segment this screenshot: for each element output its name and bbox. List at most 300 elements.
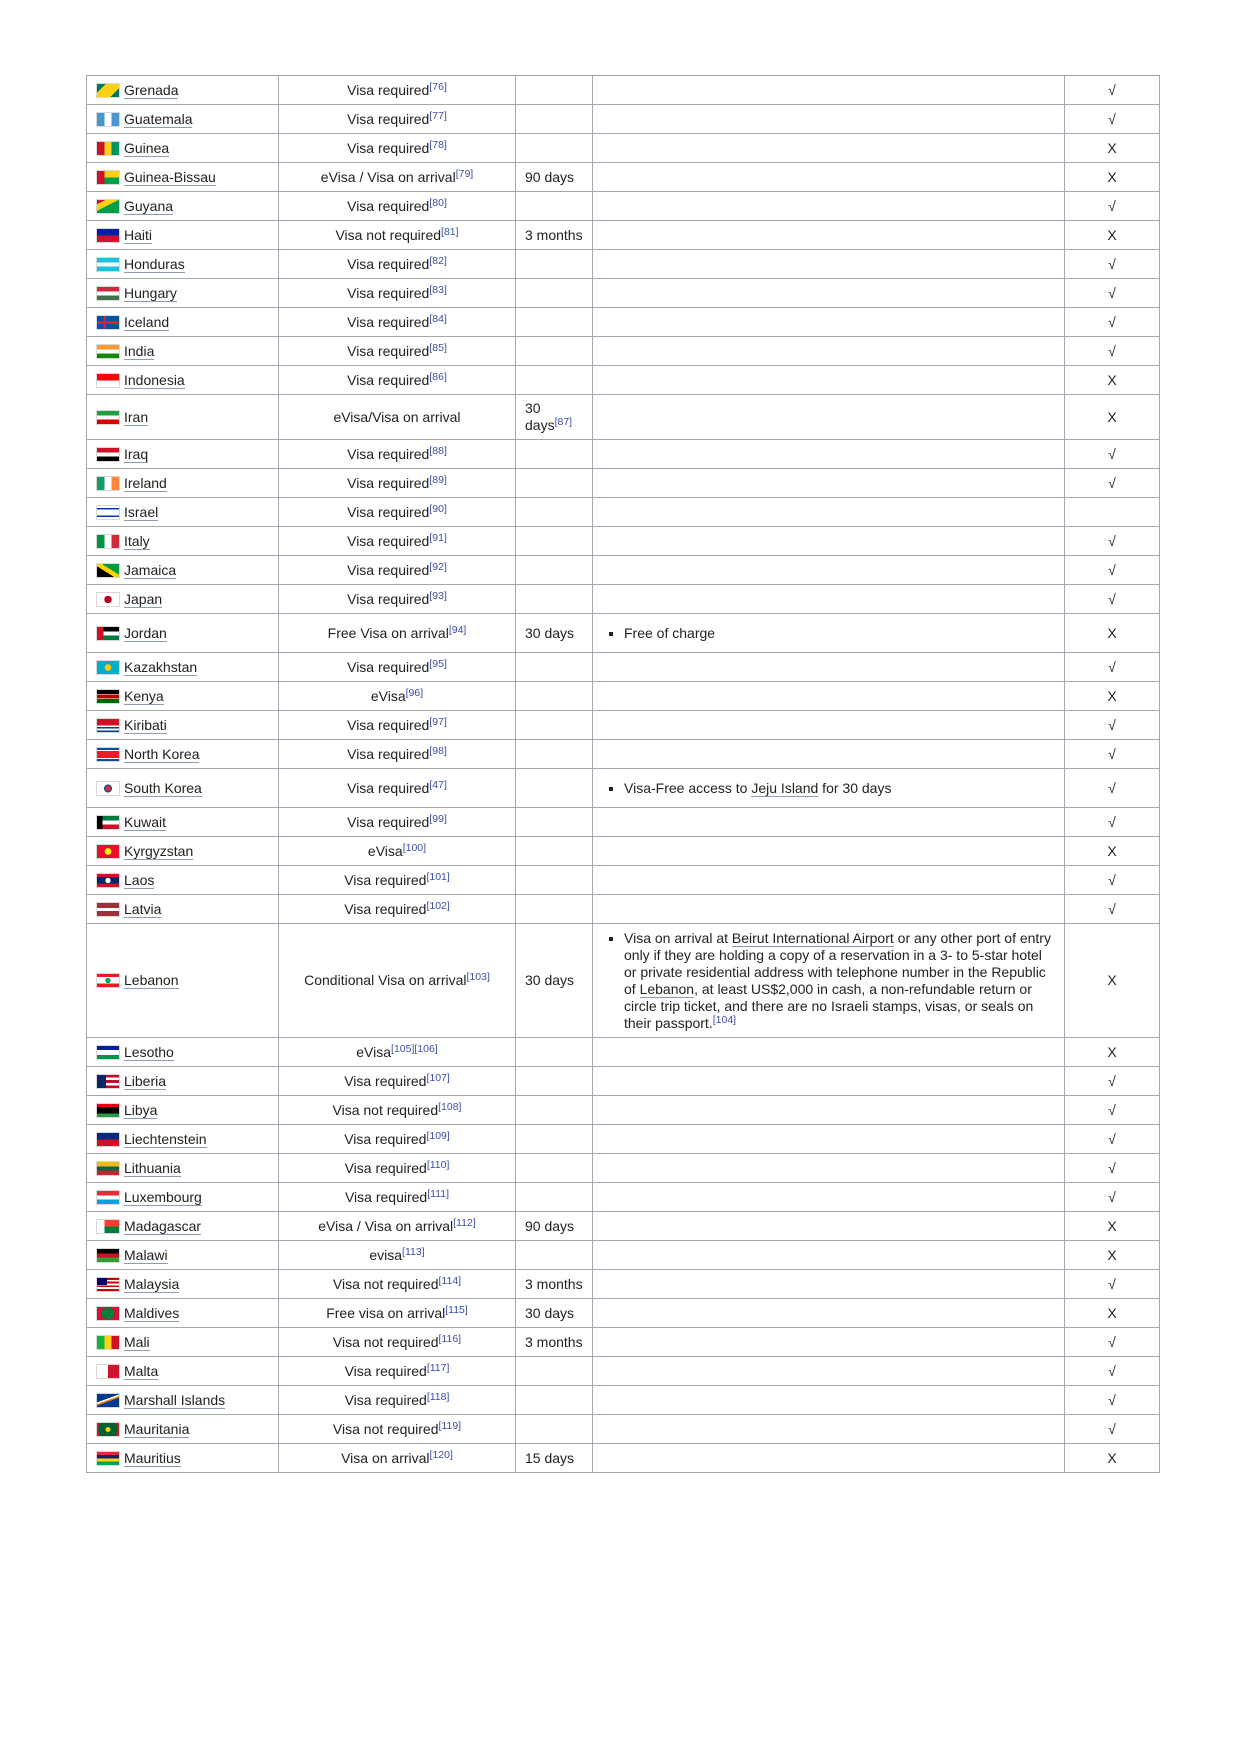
table-row — [87, 279, 1160, 308]
flag-icon — [96, 344, 120, 359]
mark-cell — [1065, 740, 1160, 769]
stay-cell — [516, 1038, 593, 1067]
country-cell — [87, 711, 279, 740]
country-link[interactable]: Lesotho — [124, 1043, 174, 1060]
reference-link[interactable]: [84] — [429, 312, 447, 325]
flag-icon — [96, 1306, 120, 1321]
notes-cell — [593, 585, 1065, 614]
country-cell — [87, 769, 279, 808]
mark-cell — [1065, 395, 1160, 440]
reference-link[interactable]: [117] — [426, 1361, 450, 1374]
requirement-text: Visa required — [347, 284, 430, 301]
mark-cell — [1065, 76, 1160, 105]
mark-cell — [1065, 711, 1160, 740]
flag-icon — [96, 286, 120, 301]
note-text: Visa-Free access to — [624, 779, 752, 796]
status-mark: √ — [1108, 255, 1116, 272]
reference-link[interactable]: [100] — [402, 841, 427, 854]
mark-cell — [1065, 653, 1160, 682]
reference-link[interactable]: [93] — [429, 589, 447, 602]
country-cell — [87, 366, 279, 395]
table-row — [87, 163, 1160, 192]
country-link[interactable]: Indonesia — [124, 371, 185, 388]
reference-link[interactable]: [114] — [438, 1274, 462, 1287]
table-row — [87, 556, 1160, 585]
notes-cell — [593, 337, 1065, 366]
stay-text: 30 days — [525, 624, 575, 641]
table-row — [87, 308, 1160, 337]
reference-link[interactable]: [105][106] — [391, 1042, 438, 1055]
requirement-cell — [279, 337, 516, 366]
country-link[interactable]: Maldives — [124, 1304, 180, 1321]
requirement-text: Visa required — [347, 474, 430, 491]
mark-cell — [1065, 192, 1160, 221]
reference-link[interactable]: [82] — [429, 254, 447, 267]
reference-link[interactable]: [81] — [441, 225, 459, 238]
table-row — [87, 866, 1160, 895]
mark-cell — [1065, 682, 1160, 711]
country-link[interactable]: Hungary — [124, 284, 177, 301]
reference-link[interactable]: [116] — [438, 1332, 462, 1345]
notes-cell — [593, 1096, 1065, 1125]
requirement-text: Visa required — [347, 342, 430, 359]
reference-link[interactable]: [83] — [429, 283, 447, 296]
stay-cell — [516, 837, 593, 866]
mark-cell — [1065, 105, 1160, 134]
status-mark: √ — [1108, 900, 1116, 917]
reference-link[interactable]: [90] — [429, 502, 447, 515]
flag-icon — [96, 1161, 120, 1176]
table-row — [87, 711, 1160, 740]
reference-link[interactable]: [99] — [429, 812, 447, 825]
notes-cell — [593, 614, 1065, 653]
reference-link[interactable]: [107] — [426, 1071, 450, 1084]
mark-cell — [1065, 366, 1160, 395]
country-cell — [87, 682, 279, 711]
country-cell — [87, 895, 279, 924]
flag-icon — [96, 410, 120, 425]
stay-cell — [516, 1357, 593, 1386]
country-link[interactable]: Guinea-Bissau — [124, 168, 216, 185]
country-cell — [87, 279, 279, 308]
flag-icon — [96, 1190, 120, 1205]
reference-link[interactable]: [98] — [429, 744, 447, 757]
table-row — [87, 1096, 1160, 1125]
requirement-text: Conditional Visa on arrival — [304, 972, 467, 988]
table-row — [87, 76, 1160, 105]
country-link[interactable]: Guinea — [124, 139, 170, 156]
mark-cell — [1065, 250, 1160, 279]
country-link[interactable]: Marshall Islands — [124, 1391, 226, 1408]
country-link[interactable]: Italy — [124, 532, 150, 549]
reference-link[interactable]: [86] — [429, 370, 447, 383]
requirement-cell — [279, 1096, 516, 1125]
requirement-text: Visa required — [347, 532, 430, 549]
country-link[interactable]: Guatemala — [124, 110, 193, 127]
table-row — [87, 1386, 1160, 1415]
requirement-text: Visa required — [347, 779, 430, 796]
table-row — [87, 740, 1160, 769]
table-row — [87, 1067, 1160, 1096]
table-row — [87, 614, 1160, 653]
reference-link[interactable]: [76] — [429, 80, 447, 93]
requirement-cell — [279, 1386, 516, 1415]
stay-text: 30 days — [525, 972, 575, 988]
stay-text: 3 months — [525, 1333, 583, 1350]
stay-text: 15 days — [525, 1449, 575, 1466]
country-link[interactable]: Luxembourg — [124, 1188, 202, 1205]
note-text: Visa on arrival at — [624, 929, 732, 946]
notes-cell — [593, 740, 1065, 769]
mark-cell — [1065, 837, 1160, 866]
country-cell — [87, 924, 279, 1038]
mark-cell — [1065, 1328, 1160, 1357]
stay-cell — [516, 1067, 593, 1096]
requirement-text: Visa required — [347, 658, 430, 675]
status-mark: X — [1107, 168, 1117, 185]
table-row — [87, 469, 1160, 498]
country-link[interactable]: Grenada — [124, 81, 179, 98]
requirement-cell — [279, 134, 516, 163]
country-cell — [87, 1038, 279, 1067]
notes-cell — [593, 1183, 1065, 1212]
requirement-cell — [279, 866, 516, 895]
country-link[interactable]: Kiribati — [124, 716, 167, 733]
country-link[interactable]: Malta — [124, 1362, 159, 1379]
requirement-cell — [279, 740, 516, 769]
table-row — [87, 366, 1160, 395]
country-cell — [87, 221, 279, 250]
country-link[interactable]: Ireland — [124, 474, 167, 491]
country-cell — [87, 134, 279, 163]
reference-link[interactable]: [108] — [438, 1100, 462, 1113]
reference-link[interactable]: [119] — [438, 1419, 462, 1432]
mark-cell — [1065, 556, 1160, 585]
requirement-text: Visa required — [344, 900, 427, 917]
stay-cell — [516, 366, 593, 395]
reference-link[interactable]: [80] — [429, 196, 447, 209]
requirement-cell — [279, 1067, 516, 1096]
flag-icon — [96, 592, 120, 607]
reference-link[interactable]: [112] — [453, 1216, 476, 1229]
country-link[interactable]: Madagascar — [124, 1217, 202, 1234]
reference-link[interactable]: [113] — [402, 1245, 425, 1258]
requirement-cell — [279, 1038, 516, 1067]
requirement-text: Visa required — [347, 745, 430, 762]
requirement-text: Visa required — [344, 871, 427, 888]
stay-cell — [516, 1328, 593, 1357]
country-link[interactable]: Lithuania — [124, 1159, 181, 1176]
flag-icon — [96, 1364, 120, 1379]
mark-cell — [1065, 1038, 1160, 1067]
notes-cell — [593, 1386, 1065, 1415]
notes-cell — [593, 866, 1065, 895]
country-cell — [87, 614, 279, 653]
reference-link[interactable]: [79] — [455, 167, 474, 180]
requirement-cell — [279, 366, 516, 395]
status-mark: √ — [1108, 342, 1116, 359]
status-mark: √ — [1108, 1420, 1116, 1437]
reference-link[interactable]: [92] — [429, 560, 447, 573]
requirement-text: eVisa — [367, 842, 403, 859]
flag-icon — [96, 83, 120, 98]
country-link[interactable]: Iceland — [124, 313, 170, 330]
reference-link[interactable]: [104] — [712, 1013, 737, 1026]
requirement-cell — [279, 711, 516, 740]
status-mark: X — [1107, 1246, 1117, 1263]
reference-link[interactable]: [115] — [445, 1303, 468, 1316]
reference-link[interactable]: [103] — [466, 971, 490, 983]
stay-cell — [516, 1386, 593, 1415]
country-cell — [87, 1241, 279, 1270]
requirement-cell — [279, 308, 516, 337]
country-link[interactable]: Laos — [124, 871, 155, 888]
stay-cell — [516, 769, 593, 808]
country-link[interactable]: Latvia — [124, 900, 162, 917]
note-text: Free of charge — [624, 624, 716, 641]
flag-icon — [96, 660, 120, 675]
notes-cell — [593, 134, 1065, 163]
status-mark: X — [1107, 972, 1117, 988]
status-mark: √ — [1108, 1362, 1116, 1379]
reference-link[interactable]: [88] — [429, 444, 447, 457]
country-link[interactable]: Liechtenstein — [124, 1130, 207, 1147]
reference-link[interactable]: [91] — [429, 531, 447, 544]
country-link[interactable]: Iran — [124, 408, 149, 425]
notes-cell — [593, 76, 1065, 105]
requirement-text: eVisa — [356, 1043, 392, 1060]
table-row — [87, 192, 1160, 221]
flag-icon — [96, 476, 120, 491]
table-row — [87, 395, 1160, 440]
stay-cell — [516, 308, 593, 337]
reference-link[interactable]: [111] — [427, 1187, 450, 1200]
reference-link[interactable]: [97] — [429, 715, 447, 728]
requirement-cell — [279, 614, 516, 653]
status-mark: √ — [1108, 1275, 1116, 1292]
requirement-cell — [279, 395, 516, 440]
requirement-cell — [279, 105, 516, 134]
reference-link[interactable]: [94] — [448, 623, 467, 636]
country-link[interactable]: Mali — [124, 1333, 150, 1350]
notes-cell — [593, 221, 1065, 250]
notes-cell — [593, 1125, 1065, 1154]
requirement-text: Visa required — [344, 1362, 427, 1379]
country-link[interactable]: Kazakhstan — [124, 658, 198, 675]
reference-link[interactable]: [120] — [429, 1448, 453, 1461]
notes-cell — [593, 1154, 1065, 1183]
country-cell — [87, 1096, 279, 1125]
requirement-text: Visa required — [344, 1130, 427, 1147]
country-cell — [87, 1183, 279, 1212]
flag-icon — [96, 973, 120, 988]
requirement-cell — [279, 163, 516, 192]
country-link[interactable]: Malaysia — [124, 1275, 180, 1292]
notes-list — [602, 625, 1055, 642]
stay-cell — [516, 337, 593, 366]
country-link[interactable]: Mauritania — [124, 1420, 190, 1437]
flag-icon — [96, 747, 120, 762]
flag-icon — [96, 815, 120, 830]
reference-link[interactable]: [47] — [429, 778, 447, 791]
country-link[interactable]: Mauritius — [124, 1449, 181, 1466]
table-row — [87, 808, 1160, 837]
requirement-cell — [279, 924, 516, 1038]
requirement-text: Visa required — [347, 503, 430, 520]
notes-cell — [593, 1270, 1065, 1299]
country-cell — [87, 163, 279, 192]
notes-cell — [593, 395, 1065, 440]
country-cell — [87, 105, 279, 134]
country-link[interactable]: Kuwait — [124, 813, 167, 830]
stay-cell — [516, 895, 593, 924]
requirement-text: Visa required — [347, 445, 430, 462]
flag-icon — [96, 1045, 120, 1060]
country-cell — [87, 1357, 279, 1386]
mark-cell — [1065, 1212, 1160, 1241]
stay-cell — [516, 808, 593, 837]
notes-cell — [593, 440, 1065, 469]
stay-cell — [516, 866, 593, 895]
table-body — [87, 76, 1160, 1473]
requirement-text: Visa required — [344, 1188, 428, 1205]
flag-icon — [96, 563, 120, 578]
reference-link[interactable]: [77] — [429, 109, 447, 122]
note-link[interactable]: Lebanon — [639, 980, 695, 997]
notes-cell — [593, 192, 1065, 221]
status-mark: √ — [1108, 110, 1116, 127]
requirement-cell — [279, 585, 516, 614]
stay-cell — [516, 163, 593, 192]
country-link[interactable]: Honduras — [124, 255, 185, 272]
status-mark: √ — [1108, 813, 1116, 830]
status-mark: X — [1107, 1043, 1117, 1060]
stay-cell — [516, 192, 593, 221]
country-cell — [87, 192, 279, 221]
requirement-text: eVisa/Visa on arrival — [333, 408, 461, 425]
mark-cell — [1065, 866, 1160, 895]
status-mark: X — [1107, 226, 1117, 243]
mark-cell — [1065, 440, 1160, 469]
notes-list — [602, 930, 1055, 1032]
stay-cell — [516, 556, 593, 585]
country-link[interactable]: Guyana — [124, 197, 174, 214]
table-row — [87, 250, 1160, 279]
country-link[interactable]: Iraq — [124, 445, 149, 462]
mark-cell — [1065, 1096, 1160, 1125]
country-link[interactable]: Kenya — [124, 687, 164, 704]
reference-link[interactable]: [109] — [426, 1129, 450, 1142]
reference-link[interactable]: [87] — [554, 416, 573, 428]
flag-icon — [96, 505, 120, 520]
notes-cell — [593, 682, 1065, 711]
requirement-cell — [279, 1125, 516, 1154]
flag-icon — [96, 447, 120, 462]
reference-link[interactable]: [85] — [429, 341, 447, 354]
reference-link[interactable]: [89] — [429, 473, 447, 486]
reference-link[interactable]: [110] — [426, 1158, 450, 1171]
table-row — [87, 1415, 1160, 1444]
mark-cell — [1065, 1415, 1160, 1444]
reference-link[interactable]: [78] — [429, 138, 447, 151]
requirement-text: Visa not required — [332, 1420, 439, 1437]
requirement-text: eVisa / Visa on arrival — [320, 168, 456, 185]
status-mark: X — [1107, 139, 1117, 156]
requirement-text: Visa required — [347, 255, 430, 272]
country-link[interactable]: Israel — [124, 503, 159, 520]
country-cell — [87, 1212, 279, 1241]
reference-link[interactable]: [95] — [429, 657, 447, 670]
stay-cell — [516, 469, 593, 498]
requirement-text: Visa not required — [332, 1333, 439, 1350]
country-cell — [87, 585, 279, 614]
country-cell — [87, 469, 279, 498]
country-link[interactable]: Haiti — [124, 226, 153, 243]
mark-cell — [1065, 769, 1160, 808]
table-row — [87, 1328, 1160, 1357]
status-mark: √ — [1108, 779, 1116, 796]
stay-cell — [516, 1212, 593, 1241]
status-mark: X — [1107, 687, 1117, 704]
reference-link[interactable]: [96] — [405, 686, 424, 699]
requirement-text: Visa required — [344, 1159, 427, 1176]
note-link[interactable]: Jeju Island — [751, 779, 819, 796]
requirement-cell — [279, 769, 516, 808]
requirement-text: Visa required — [347, 371, 430, 388]
reference-link[interactable]: [118] — [426, 1390, 450, 1403]
status-mark: X — [1107, 408, 1117, 425]
table-row — [87, 924, 1160, 1038]
country-link[interactable]: Lebanon — [124, 972, 179, 988]
country-link[interactable]: South Korea — [124, 779, 202, 796]
country-cell — [87, 440, 279, 469]
note-link[interactable]: Beirut International Airport — [731, 929, 894, 946]
country-link[interactable]: Japan — [124, 590, 163, 607]
requirement-text: Visa required — [347, 716, 430, 733]
requirement-text: Visa required — [347, 590, 430, 607]
country-link[interactable]: Jordan — [124, 624, 167, 641]
notes-cell — [593, 1299, 1065, 1328]
country-link[interactable]: Liberia — [124, 1072, 167, 1089]
mark-cell — [1065, 614, 1160, 653]
country-link[interactable]: Kyrgyzstan — [124, 842, 194, 859]
country-cell — [87, 527, 279, 556]
country-link[interactable]: Libya — [124, 1101, 158, 1118]
country-link[interactable]: North Korea — [124, 745, 200, 762]
country-link[interactable]: Jamaica — [124, 561, 177, 578]
table-row — [87, 653, 1160, 682]
stay-cell — [516, 1096, 593, 1125]
country-link[interactable]: Malawi — [124, 1246, 168, 1263]
reference-link[interactable]: [102] — [426, 899, 450, 912]
notes-cell — [593, 308, 1065, 337]
stay-cell — [516, 614, 593, 653]
status-mark: √ — [1108, 1101, 1116, 1118]
table-row — [87, 527, 1160, 556]
stay-cell — [516, 1183, 593, 1212]
reference-link[interactable]: [101] — [426, 870, 450, 883]
country-link[interactable]: India — [124, 342, 155, 359]
table-row — [87, 498, 1160, 527]
notes-cell — [593, 279, 1065, 308]
notes-cell — [593, 895, 1065, 924]
requirement-cell — [279, 1212, 516, 1241]
requirement-cell — [279, 192, 516, 221]
country-cell — [87, 556, 279, 585]
mark-cell — [1065, 469, 1160, 498]
requirement-cell — [279, 1415, 516, 1444]
requirement-text: Visa on arrival — [341, 1449, 430, 1466]
